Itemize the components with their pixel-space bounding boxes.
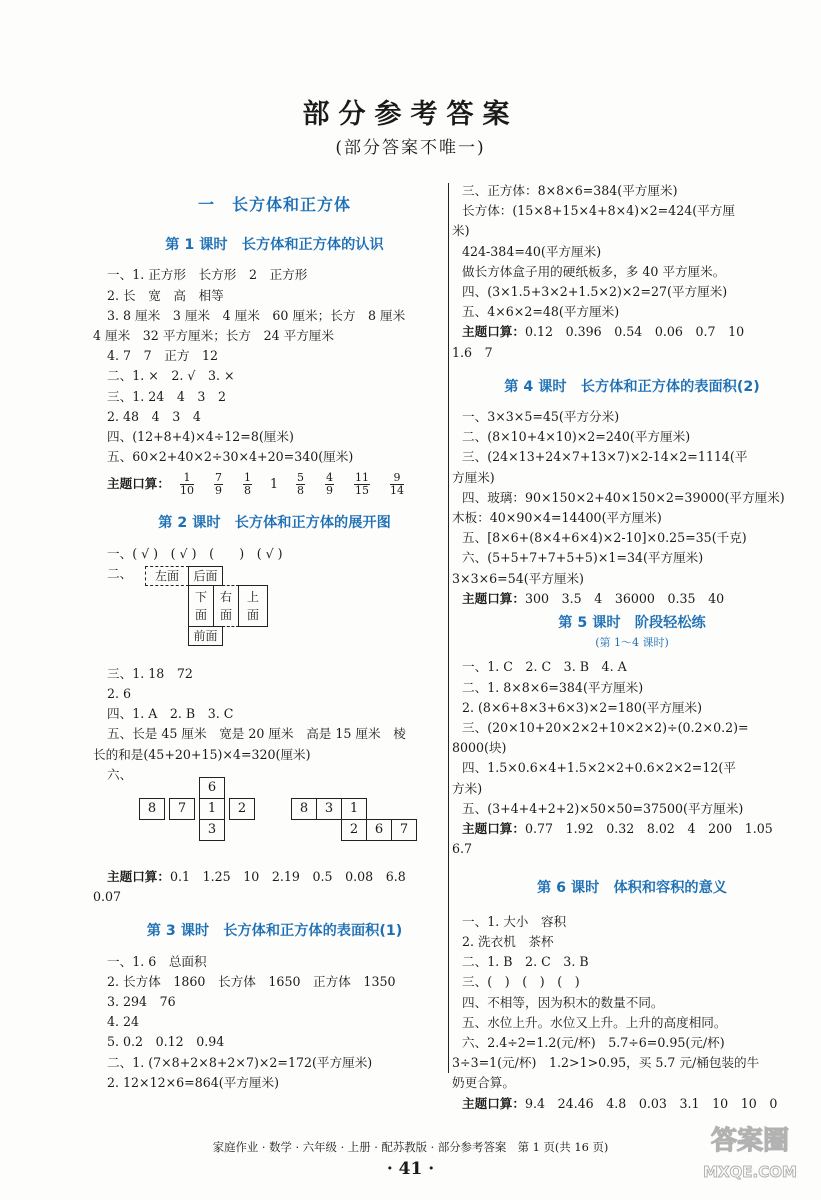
- answer-line: 三、1. 18 72: [107, 665, 193, 681]
- right-column: [452, 181, 802, 1114]
- numerator: 5: [296, 471, 304, 485]
- oral-calc-fraction: [296, 472, 305, 497]
- answer-line: 四、1. A 2. B 3. C: [107, 706, 234, 722]
- answer-line: 2. 48 4 3 4: [107, 408, 201, 424]
- answer-line: 做长方体盒子用的硬纸板多，多 40 平方厘米。: [462, 263, 726, 279]
- answer-line: 五、(3+4+4+2+2)×50×50=37500(平方厘米): [462, 800, 744, 816]
- oral-calc-fraction: [354, 472, 370, 497]
- net-cell: 6: [366, 819, 392, 841]
- oral-calc-fraction: [390, 472, 404, 497]
- net-cell: 3: [199, 819, 225, 841]
- oral-calc-label: 主题口算：: [462, 821, 525, 837]
- number-nets: [107, 780, 442, 867]
- answer-line: 3. 294 76: [107, 994, 176, 1010]
- oral-calc-answers: 0.77 1.92 0.32 8.02 4 200 1.05: [524, 821, 773, 837]
- net-cell: 8: [139, 798, 165, 820]
- answer-line: 2. 长方体 1860 长方体 1650 正方体 1350: [107, 973, 396, 989]
- oral-calc-whole: 1: [269, 476, 278, 492]
- lesson-3-heading: 第 3 课时 长方体和正方体的表面积(1): [146, 923, 403, 940]
- answer-prefix: 二、: [107, 565, 133, 581]
- oral-calc-line: [462, 819, 802, 839]
- answer-line: 3×3×6=54(平方厘米): [452, 570, 584, 586]
- oral-calc-fraction: [180, 472, 194, 497]
- answer-line: 长的和是(45+20+15)×4=320(厘米): [93, 746, 311, 762]
- oral-calc-fraction: [325, 472, 334, 497]
- oral-calc-fraction: [214, 472, 223, 497]
- answer-line: 二、(8×10+4×10)×2=240(平方厘米): [462, 429, 691, 445]
- numerator: 4: [325, 471, 333, 485]
- page-subtitle: (部分答案不唯一): [335, 138, 486, 158]
- net-cell: 6: [199, 777, 225, 799]
- chapter-heading: 一 长方体和正方体: [197, 195, 351, 214]
- answer-line: 四、1.5×0.6×4+1.5×2×2+0.6×2×2=12(平: [462, 760, 736, 776]
- answer-line: 2. 长 宽 高 相等: [107, 287, 224, 303]
- answer-line: 2. 12×12×6=864(平方厘米): [107, 1074, 279, 1090]
- numerator: 7: [214, 471, 222, 485]
- answer-line: 三、( ) ( ) ( ): [462, 974, 580, 990]
- net-face-back: 后面: [188, 566, 223, 586]
- answer-line: 三、(24×13+24×7+13×7)×2-14×2=1114(平: [462, 449, 748, 465]
- oral-calc-label: 主题口算：: [107, 869, 170, 885]
- fraction-list: [170, 471, 414, 498]
- oral-calc-line: [107, 867, 442, 887]
- answer-line: 方厘米): [452, 469, 495, 485]
- answer-line: 五、4×6×2=48(平方厘米): [462, 304, 620, 320]
- numerator: 1: [243, 471, 251, 485]
- page-number: · 41 ·: [386, 1159, 435, 1179]
- answer-line: 六、(5+5+7+7+5+5)×1=34(平方厘米): [462, 550, 704, 566]
- watermark-logo: [700, 1115, 800, 1185]
- oral-calc-line: [462, 1094, 802, 1114]
- answer-line: 四、(3×1.5+3×2+1.5×2)×2=27(平方厘米): [462, 284, 728, 300]
- watermark-url: MXQE.COM: [703, 1163, 797, 1181]
- answer-line: 2. 6: [107, 686, 132, 702]
- denominator: 15: [354, 484, 369, 498]
- answer-line: 方米): [452, 780, 483, 796]
- net-face-left: 左面: [145, 566, 189, 586]
- net-cell: 7: [169, 798, 195, 820]
- numerator: 9: [390, 472, 404, 485]
- denominator: 9: [325, 484, 333, 498]
- answer-line: 三、正方体：8×8×6=384(平方厘米): [462, 183, 678, 198]
- answer-line: 二、1. B 2. C 3. B: [462, 954, 589, 970]
- net-cell: 3: [316, 798, 342, 820]
- oral-calc-label: 主题口算：: [462, 590, 525, 606]
- answer-line: 三、1. 24 4 3 2: [107, 388, 227, 404]
- answer-line: 三、(20×10+20×2×2+10×2×2)÷(0.2×0.2)=: [462, 720, 749, 736]
- denominator: 8: [296, 484, 304, 498]
- answer-line: 奶更合算。: [452, 1075, 515, 1091]
- oral-calc-answers: 0.1 1.25 10 2.19 0.5 0.08 6.8: [169, 869, 406, 885]
- answer-line: 米): [452, 223, 470, 239]
- numerator: 11: [354, 471, 369, 485]
- answer-line: 4. 7 7 正方 12: [107, 348, 219, 364]
- net-cell: 2: [229, 798, 255, 820]
- oral-calc-answers: 300 3.5 4 36000 0.35 40: [524, 590, 725, 606]
- net-face-top: 上 面: [238, 585, 268, 627]
- answer-line: 一、1. 6 总面积: [107, 953, 207, 969]
- oral-calc-fraction: [243, 472, 252, 497]
- oral-calc-cont: 1.6 7: [452, 344, 493, 360]
- oral-calc-answers: 9.4 24.46 4.8 0.03 3.1 10 10 0: [524, 1095, 778, 1111]
- answer-line: 2. (8×6+8×3+6×3)×2=180(平方厘米): [462, 699, 703, 715]
- net-cell: 8: [291, 798, 317, 820]
- net-face-front: 前面: [188, 626, 223, 646]
- oral-calc-line: [107, 469, 442, 499]
- answer-line: 一、1. 正方形 长方形 2 正方形: [107, 267, 308, 283]
- left-column: [93, 195, 442, 1093]
- answer-line: 五、长是 45 厘米 宽是 20 厘米 高是 15 厘米 棱: [107, 726, 406, 742]
- answer-line: 一、1. C 2. C 3. B 4. A: [462, 659, 627, 675]
- answer-line: 424-384=40(平方厘米): [462, 243, 602, 259]
- oral-calc-label: 主题口算：: [107, 476, 170, 492]
- lesson-1-heading: 第 1 课时 长方体和正方体的认识: [165, 237, 384, 254]
- answer-line: 5. 0.2 0.12 0.94: [107, 1034, 225, 1050]
- net-cell: 1: [199, 798, 225, 820]
- answer-line: 六、: [107, 766, 133, 782]
- answer-line: 长方体：(15×8+15×4+8×4)×2=424(平方厘: [462, 203, 735, 219]
- lesson-4-heading: 第 4 课时 长方体和正方体的表面积(2): [504, 378, 760, 395]
- answer-line: 四、(12+8+4)×4÷12=8(厘米): [107, 429, 294, 445]
- oral-calc-cont: 6.7: [452, 841, 473, 857]
- answer-line: 一、3×3×5=45(平方分米): [462, 409, 620, 425]
- oral-calc-line: [462, 322, 802, 342]
- denominator: 9: [214, 484, 222, 498]
- answer-line: 2. 洗衣机 茶杯: [462, 933, 554, 949]
- oral-calc-answers: 0.12 0.396 0.54 0.06 0.7 10: [524, 324, 745, 340]
- answer-line: 8000(块): [452, 740, 507, 756]
- denominator: 10: [179, 484, 194, 498]
- answer-line: 四、不相等，因为积木的数量不同。: [462, 994, 664, 1010]
- page-footer: 家庭作业 · 数学 · 六年级 · 上册 · 配苏教版 · 部分参考答案 第 1 页(共 16 页): [212, 1140, 609, 1154]
- oral-calc-label: 主题口算：: [462, 324, 525, 340]
- cube-net-diagram: [107, 564, 407, 664]
- net-cell: 1: [341, 798, 367, 820]
- denominator: 8: [243, 484, 251, 498]
- answer-line: 木板：40×90×4=14400(平方厘米): [452, 510, 662, 526]
- net-cell: 7: [391, 819, 417, 841]
- oral-calc-cont: 0.07: [93, 889, 122, 905]
- oral-calc-label: 主题口算：: [462, 1095, 525, 1111]
- oral-calc-line: [462, 589, 802, 609]
- answer-line: 4 厘米 32 平方厘米；长方 24 平方厘米: [93, 328, 334, 344]
- answer-line: 五、水位上升。水位又上升。上升的高度相同。: [462, 1014, 727, 1030]
- lesson-5-subheading: (第 1～4 课时): [595, 636, 669, 650]
- numerator: 1: [180, 472, 194, 485]
- answer-line: 五、[8×6+(8×4+6×4)×2-10]×0.25=35(千克): [462, 530, 747, 546]
- lesson-2-heading: 第 2 课时 长方体和正方体的展开图: [158, 515, 391, 532]
- lesson-5-heading: 第 5 课时 阶段轻松练: [558, 615, 706, 632]
- answer-line: 3. 8 厘米 3 厘米 4 厘米 60 厘米；长方 8 厘米: [107, 307, 406, 323]
- answer-line: 一、1. 大小 容积: [462, 913, 567, 929]
- net-face-right: 右 面: [213, 585, 239, 627]
- net-cell: 2: [341, 819, 367, 841]
- watermark-text: 答案圈: [710, 1126, 790, 1156]
- answer-line: 二、1. (7×8+2×8+2×7)×2=172(平方厘米): [107, 1054, 373, 1070]
- answer-line: 四、玻璃：90×150×2+40×150×2=39000(平方厘米): [462, 489, 785, 505]
- answer-line: 五、60×2+40×2÷30×4+20=340(厘米): [107, 449, 354, 465]
- page-title: 部分参考答案: [302, 99, 519, 130]
- answer-line: 一、( √ ) ( √ ) ( ) ( √ ): [107, 545, 283, 561]
- answer-line: 二、1. 8×8×6=384(平方厘米): [462, 679, 644, 695]
- net-face-bottom: 下 面: [188, 585, 214, 627]
- denominator: 14: [389, 484, 404, 498]
- answer-line: 4. 24: [107, 1014, 140, 1030]
- answer-line: 3÷3=1(元/杯) 1.2>1>0.95，买 5.7 元/桶包装的牛: [452, 1055, 760, 1071]
- column-divider: [448, 183, 449, 1073]
- answer-line: 二、1. × 2. √ 3. ×: [107, 368, 235, 384]
- answer-line: 六、2.4÷2=1.2(元/杯) 5.7÷6=0.95(元/杯): [462, 1034, 725, 1050]
- lesson-6-heading: 第 6 课时 体积和容积的意义: [536, 879, 727, 896]
